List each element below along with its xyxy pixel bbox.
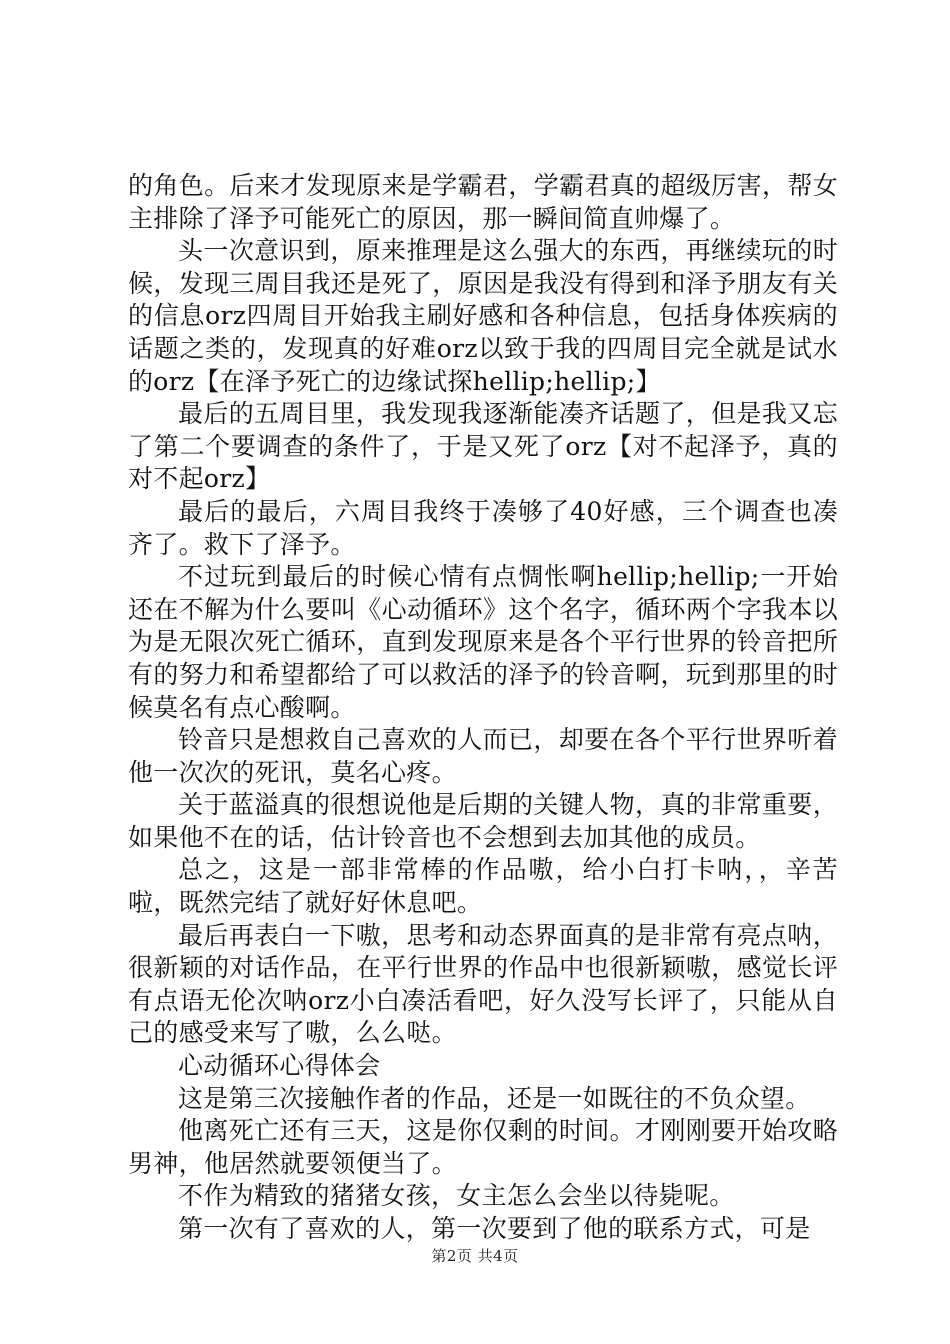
paragraph: 铃音只是想救自己喜欢的人而已，却要在各个平行世界听着他一次次的死讯，莫名心疼。 xyxy=(128,725,838,787)
page-footer xyxy=(0,1245,950,1266)
paragraph: 的角色。后来才发现原来是学霸君，学霸君真的超级厉害，帮女主排除了泽予可能死亡的原因，那一瞬间简直帅爆了。 xyxy=(128,171,838,233)
document-body xyxy=(128,170,838,1246)
paragraph: 这是第三次接触作者的作品，还是一如既往的不负众望。 xyxy=(178,1083,811,1113)
paragraph: 最后的五周目里，我发现我逐渐能凑齐话题了，但是我又忘了第二个要调查的条件了，于是又死了orz【对不起泽予，真的对不起orz】 xyxy=(128,399,838,494)
paragraph: 头一次意识到，原来推理是这么强大的东西，再继续玩的时候，发现三周目我还是死了，原因是我没有得到和泽予朋友有关的信息orz四周目开始我主刷好感和各种信息，包括身体疾病的话题之类的，发现真的好难orz以致于我的四周目完全就是试水的orz【在泽予死亡的边缘试探hellip;hellip;】 xyxy=(128,236,838,396)
paragraph: 最后再表白一下嗷，思考和动态界面真的是非常有亮点呐，很新颖的对话作品，在平行世界的作品中也很新颖嗷，感觉长评有点语无伦次呐orz小白凑活看吧，好久没写长评了，只能从自己的感受来写了嗷，么么哒。 xyxy=(128,920,838,1048)
paragraph: 总之，这是一部非常棒的作品嗷，给小白打卡呐，，辛苦啦，既然完结了就好好休息吧。 xyxy=(128,855,838,918)
paragraph: 不作为精致的猪猪女孩，女主怎么会坐以待毙呢。 xyxy=(178,1181,735,1211)
section-heading: 心动循环心得体会 xyxy=(178,1051,381,1081)
page-indicator: 第2页 共4页 xyxy=(431,1247,519,1265)
paragraph: 不过玩到最后的时候心情有点惆怅啊hellip;hellip;一开始还在不解为什么要叫《心动循环》这个名字，循环两个字我本以为是无限次死亡循环，直到发现原来是各个平行世界的铃音把所有的努力和希望都给了可以救活的泽予的铃音啊，玩到那里的时候莫名有点心酸啊。 xyxy=(128,562,838,722)
paragraph: 他离死亡还有三天，这是你仅剩的时间。才刚刚要开始攻略男神，他居然就要领便当了。 xyxy=(128,1116,838,1178)
paragraph: 第一次有了喜欢的人，第一次要到了他的联系方式，可是 xyxy=(178,1214,811,1243)
paragraph: 最后的最后，六周目我终于凑够了40好感，三个调查也凑齐了。救下了泽予。 xyxy=(128,496,838,559)
paragraph: 关于蓝溢真的很想说他是后期的关键人物，真的非常重要，如果他不在的话，估计铃音也不会想到去加其他的成员。 xyxy=(128,790,838,852)
